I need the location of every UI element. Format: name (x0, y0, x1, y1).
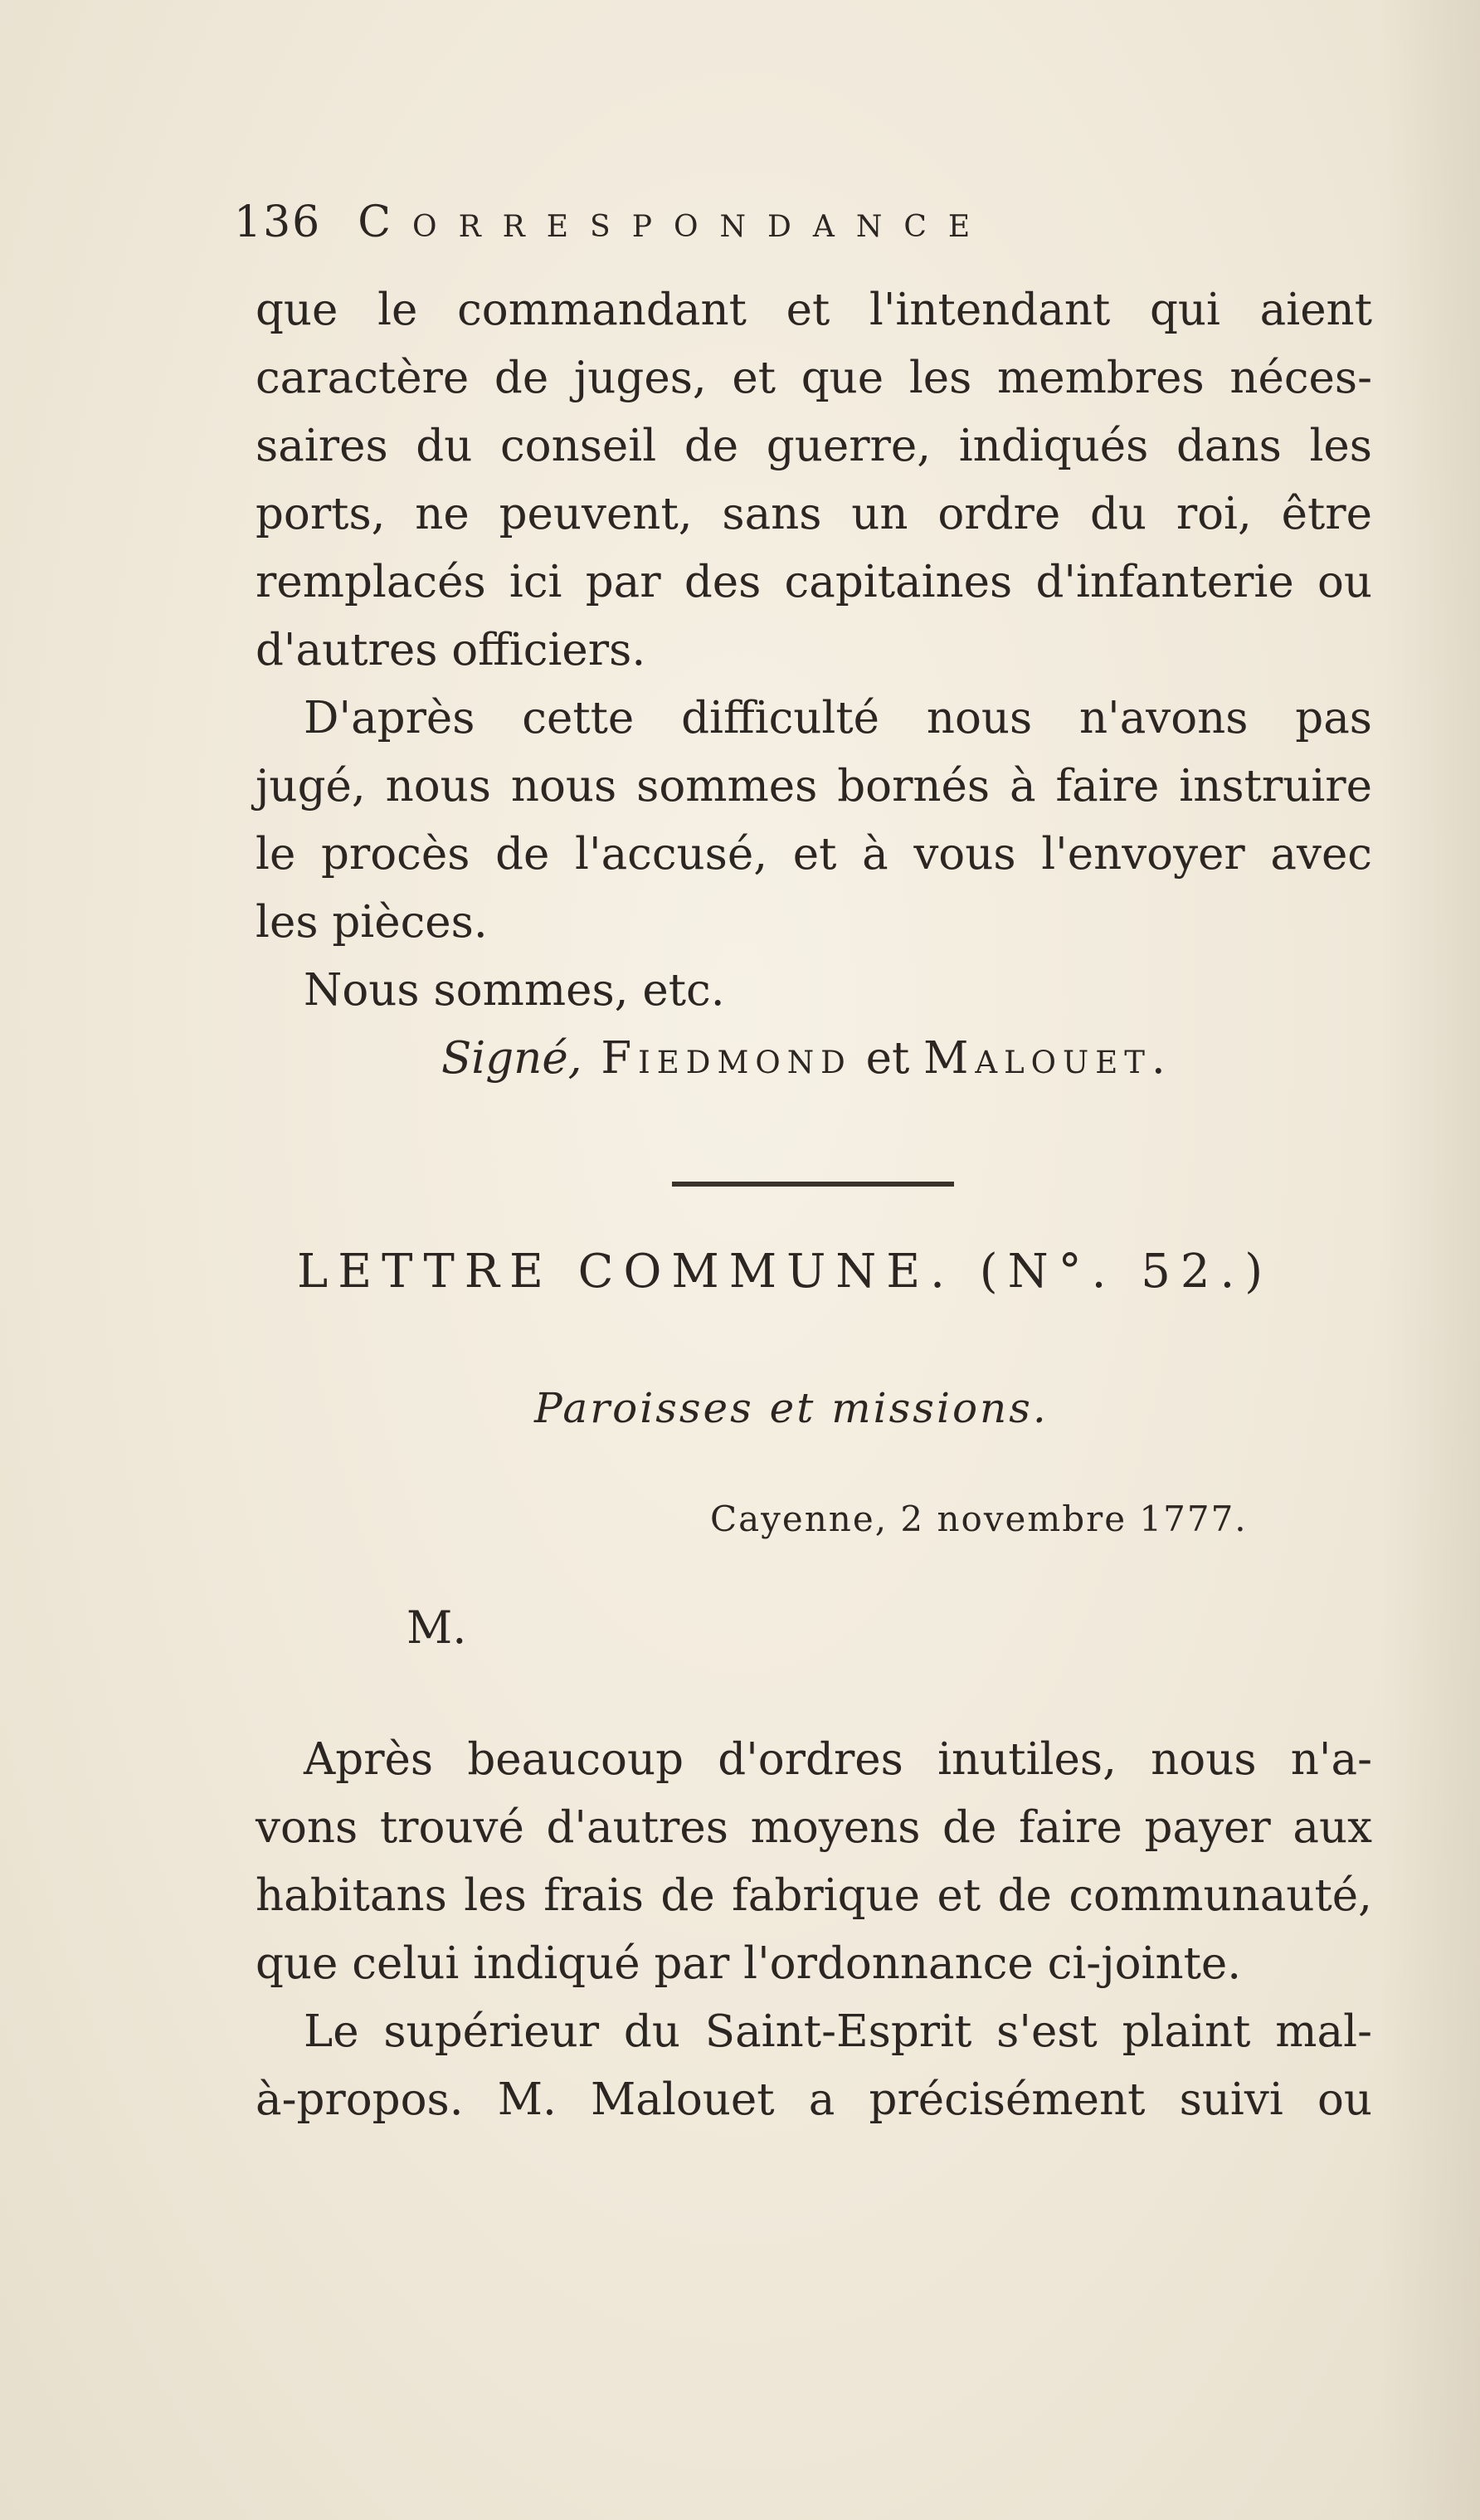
letter-date: Cayenne, 2 novembre 1777. (710, 1499, 1248, 1539)
text-line: que le commandant et l'intendant qui aient (256, 285, 1372, 335)
letter-title: LETTRE COMMUNE. (N°. 52.) (297, 1245, 1273, 1299)
closing-formula: Nous sommes, etc. (304, 965, 725, 1016)
text-line: Après beaucoup d'ordres inutiles, nous n'a- (304, 1734, 1372, 1785)
text-line: habitans les frais de fabrique et de communauté, (256, 1870, 1372, 1921)
signatory-malouet: Malouet. (923, 1033, 1172, 1084)
running-title: Correspondance (358, 197, 992, 247)
section-divider (672, 1182, 954, 1187)
running-header (234, 197, 991, 247)
text-line: d'autres officiers. (256, 625, 646, 675)
text-line: jugé, nous nous sommes bornés à faire instruire (256, 761, 1372, 812)
signature (441, 1033, 1172, 1084)
signature-conjunction: et (865, 1033, 910, 1084)
text-line: à-propos. M. Malouet a précisément suivi ou (256, 2074, 1372, 2125)
letter-subtitle: Paroisses et missions. (534, 1384, 1049, 1432)
letter-salutation: M. (407, 1601, 467, 1654)
text-line: les pièces. (256, 897, 488, 948)
text-line: le procès de l'accusé, et à vous l'envoyer avec (256, 829, 1372, 880)
text-line: caractère de juges, et que les membres néces- (256, 353, 1372, 403)
text-line: D'après cette difficulté nous n'avons pas (304, 693, 1372, 743)
signature-prefix: Signé, (441, 1033, 582, 1084)
text-line: remplacés ici par des capitaines d'infanterie ou (256, 557, 1372, 607)
text-line: ports, ne peuvent, sans un ordre du roi, être (256, 489, 1372, 539)
text-line: que celui indiqué par l'ordonnance ci-jointe. (256, 1938, 1242, 1989)
text-line: saires du conseil de guerre, indiqués dans les (256, 421, 1372, 471)
text-line: vons trouvé d'autres moyens de faire payer aux (256, 1802, 1372, 1853)
signatory-fiedmond: Fiedmond (601, 1033, 852, 1084)
page-number: 136 (234, 197, 322, 247)
text-line: Le supérieur du Saint-Esprit s'est plaint mal- (304, 2006, 1372, 2057)
